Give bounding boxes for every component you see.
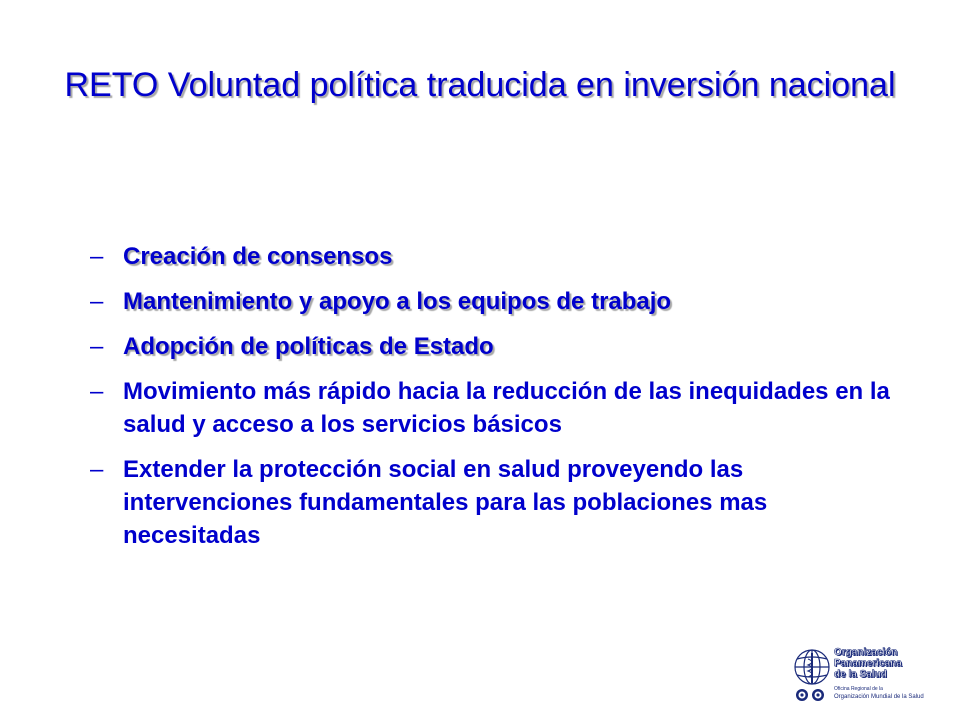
- logo-line-2: Panamericana: [834, 658, 902, 669]
- bullet-list: [90, 240, 890, 564]
- bullet-text: Extender la protección social en salud proveyendo las intervenciones fundamentales para las poblaciones mas necesitadas: [123, 456, 768, 549]
- bullet-dash: –: [90, 243, 104, 270]
- bullet-dash: –: [90, 288, 104, 315]
- bullet-item-5: [90, 453, 890, 552]
- bullet-item-2: [90, 285, 890, 318]
- bullet-item-3: [90, 330, 890, 363]
- logo-subtitle-1: Oficina Regional de la: [834, 686, 883, 692]
- logo-line-3: de la Salud: [834, 669, 887, 680]
- bullet-text: Movimiento más rápido hacia la reducción de las inequidades en la salud y acceso a los servicios básicos: [123, 378, 890, 438]
- bullet-item-1: [90, 240, 890, 273]
- bullet-text: Adopción de políticas de Estado: [123, 333, 494, 360]
- logo-subtitle-2: Organización Mundial de la Salud: [834, 694, 924, 700]
- bullet-dash: –: [90, 378, 104, 405]
- paho-logo: [792, 645, 942, 705]
- bullet-dash: –: [90, 333, 104, 360]
- bullet-text: Creación de consensos: [123, 243, 393, 270]
- logo-wordmark: [834, 647, 902, 680]
- logo-line-1: Organización: [834, 647, 898, 658]
- bullet-item-4: [90, 375, 890, 441]
- bullet-text: Mantenimiento y apoyo a los equipos de trabajo: [123, 288, 672, 315]
- slide-title: RETO Voluntad política traducida en inversión nacional: [64, 66, 896, 104]
- bullet-dash: –: [90, 456, 104, 483]
